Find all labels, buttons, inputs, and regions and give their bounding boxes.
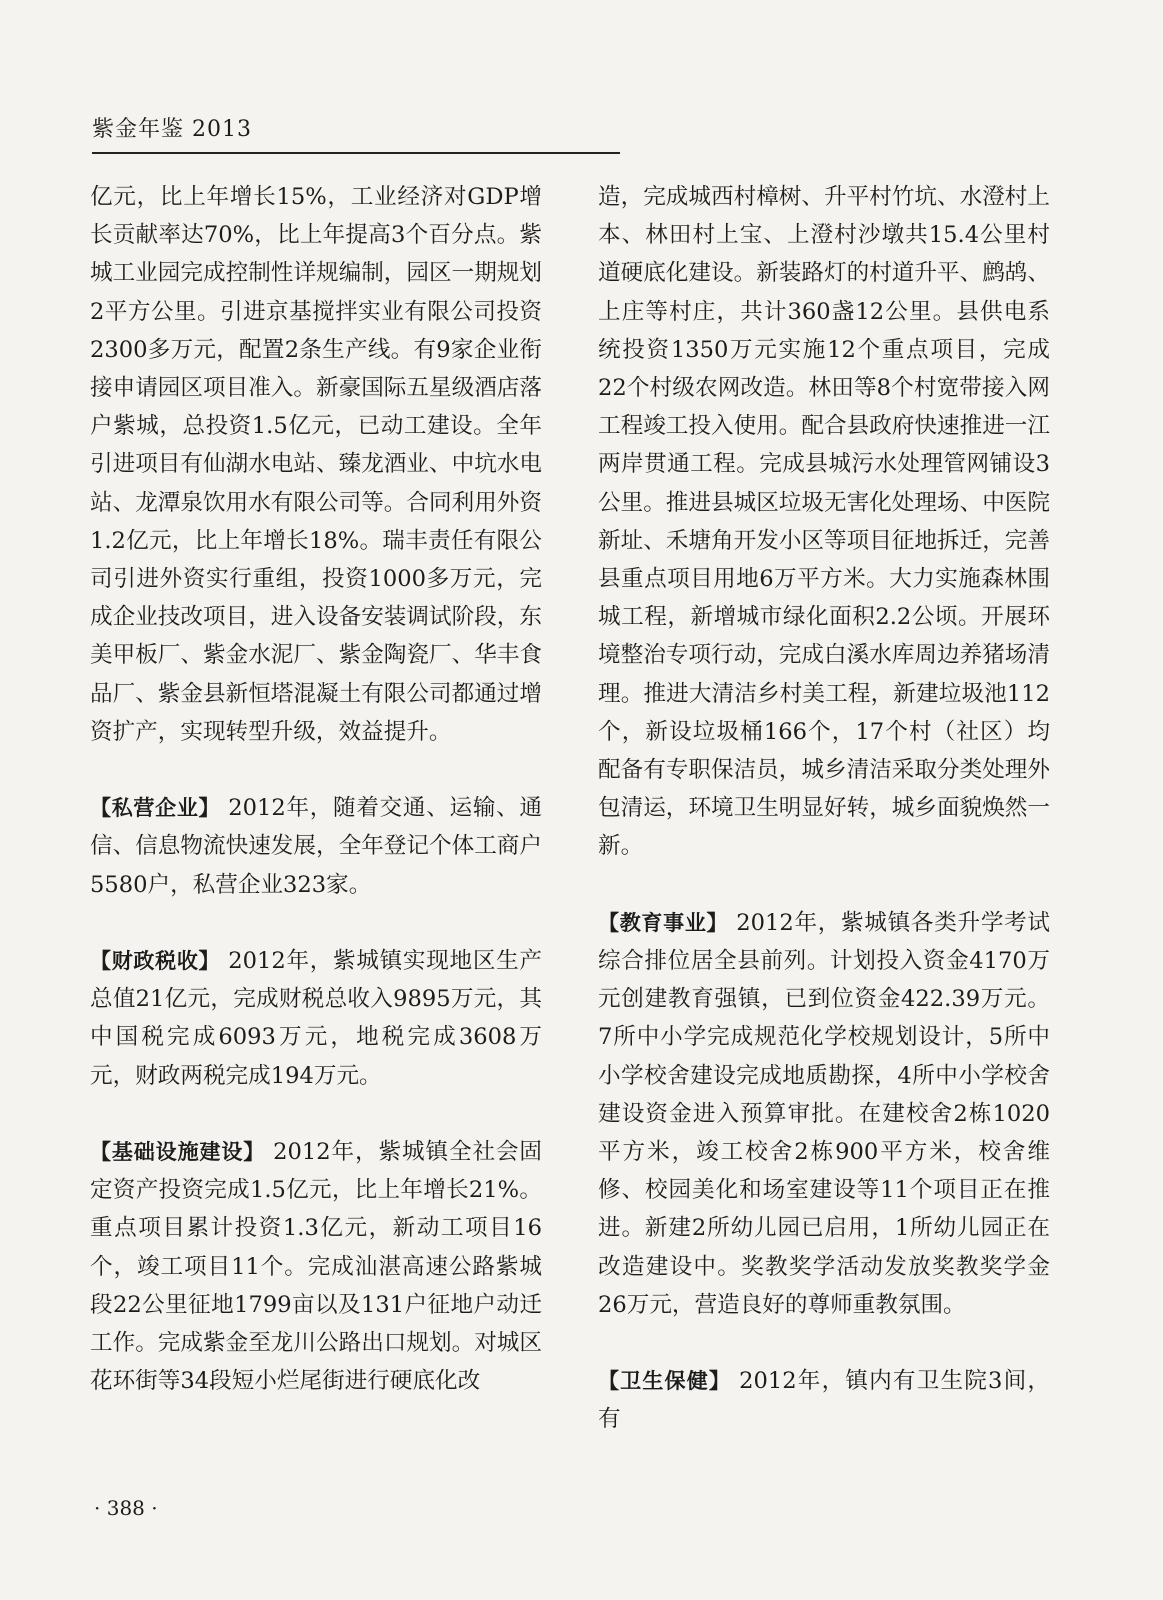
section-heading: 【教育事业】 (598, 910, 729, 935)
section-private-enterprise (90, 789, 542, 904)
left-column (90, 178, 542, 1400)
section-text: 2012年，紫城镇实现地区生产总值21亿元，完成财税总收入9895万元，其中国税完成6093万元，地税完成3608万元，财政两税完成194万元。 (90, 948, 543, 1089)
section-infrastructure (90, 1133, 542, 1400)
intro-paragraph: 亿元，比上年增长15%，工业经济对GDP增长贡献率达70%，比上年提高3个百分点。紫城工业园完成控制性详规编制，园区一期规划2平方公里。引进京基搅拌实业有限公司投资2300多万元，配置2条生产线。有9家企业衔接申请园区项目准入。新豪国际五星级酒店落户紫城，总投资1.5亿元，已动工建设。全年引进项目有仙湖水电站、臻龙酒业、中坑水电站、龙潭泉饮用水有限公司等。合同利用外资1.2亿元，比上年增长18%。瑞丰责任有限公司引进外资实行重组，投资1000多万元，完成企业技改项目，进入设备安装调试阶段，东美甲板厂、紫金水泥厂、紫金陶瓷厂、华丰食品厂、紫金县新恒塔混凝土有限公司都通过增资扩产，实现转型升级，效益提升。 (90, 184, 542, 745)
section-education (598, 904, 1050, 1324)
section-heading: 【私营企业】 (90, 796, 221, 821)
page-number: · 388 · (94, 1496, 158, 1520)
section-health (598, 1362, 1050, 1438)
continuation-paragraph: 造，完成城西村樟树、升平村竹坑、水澄村上本、林田村上宝、上澄村沙墩共15.4公里村道硬底化建设。新装路灯的村道升平、鹧鸪、上庄等村庄，共计360盏12公里。县供电系统投资1350万元实施12个重点项目，完成22个村级农网改造。林田等8个村宽带接入网工程竣工投入使用。配合县政府快速推进一江两岸贯通工程。完成县城污水处理管网铺设3公里。推进县城区垃圾无害化处理场、中医院新址、禾塘角开发小区等项目征地拆迁，完善县重点项目用地6万平方米。大力实施森林围城工程，新增城市绿化面积2.2公顷。开展环境整治专项行动，完成白溪水库周边养猪场清理。推进大清洁乡村美工程，新建垃圾池112个，新设垃圾桶166个，17个村（社区）均配备有专职保洁员，城乡清洁采取分类处理外包清运，环境卫生明显好转，城乡面貌焕然一新。 (598, 184, 1050, 860)
section-text: 2012年，紫城镇全社会固定资产投资完成1.5亿元，比上年增长21%。重点项目累计投资1.3亿元，新动工项目16个，竣工项目11个。完成汕湛高速公路紫城段22公里征地1799亩以及131户征地户动迁工作。完成紫金至龙川公路出口规划。对城区花环街等34段短小烂尾街进行硬底化改 (90, 1139, 543, 1395)
right-column (598, 178, 1050, 1439)
section-heading: 【财政税收】 (90, 949, 221, 974)
running-header: 紫金年鉴 2013 (92, 117, 252, 142)
section-text: 2012年，镇内有卫生院3间，有 (598, 1368, 1050, 1433)
section-finance-tax (90, 942, 542, 1095)
header-rule (92, 152, 620, 154)
section-heading: 【基础设施建设】 (90, 1140, 266, 1165)
section-text: 2012年，紫城镇各类升学考试综合排位居全县前列。计划投入资金4170万元创建教育强镇，已到位资金422.39万元。7所中小学完成规范化学校规划设计，5所中小学校舍建设完成地质勘探，4所中小学校舍建设资金进入预算审批。在建校舍2栋1020平方米，竣工校舍2栋900平方米，校舍维修、校园美化和场室建设等11个项目正在推进。新建2所幼儿园已启用，1所幼儿园正在改造建设中。奖教奖学活动发放奖教奖学金26万元，营造良好的尊师重教氛围。 (598, 909, 1051, 1318)
section-text: 2012年，随着交通、运输、通信、信息物流快速发展，全年登记个体工商户5580户，私营企业323家。 (90, 795, 543, 898)
section-heading: 【卫生保健】 (598, 1369, 732, 1394)
